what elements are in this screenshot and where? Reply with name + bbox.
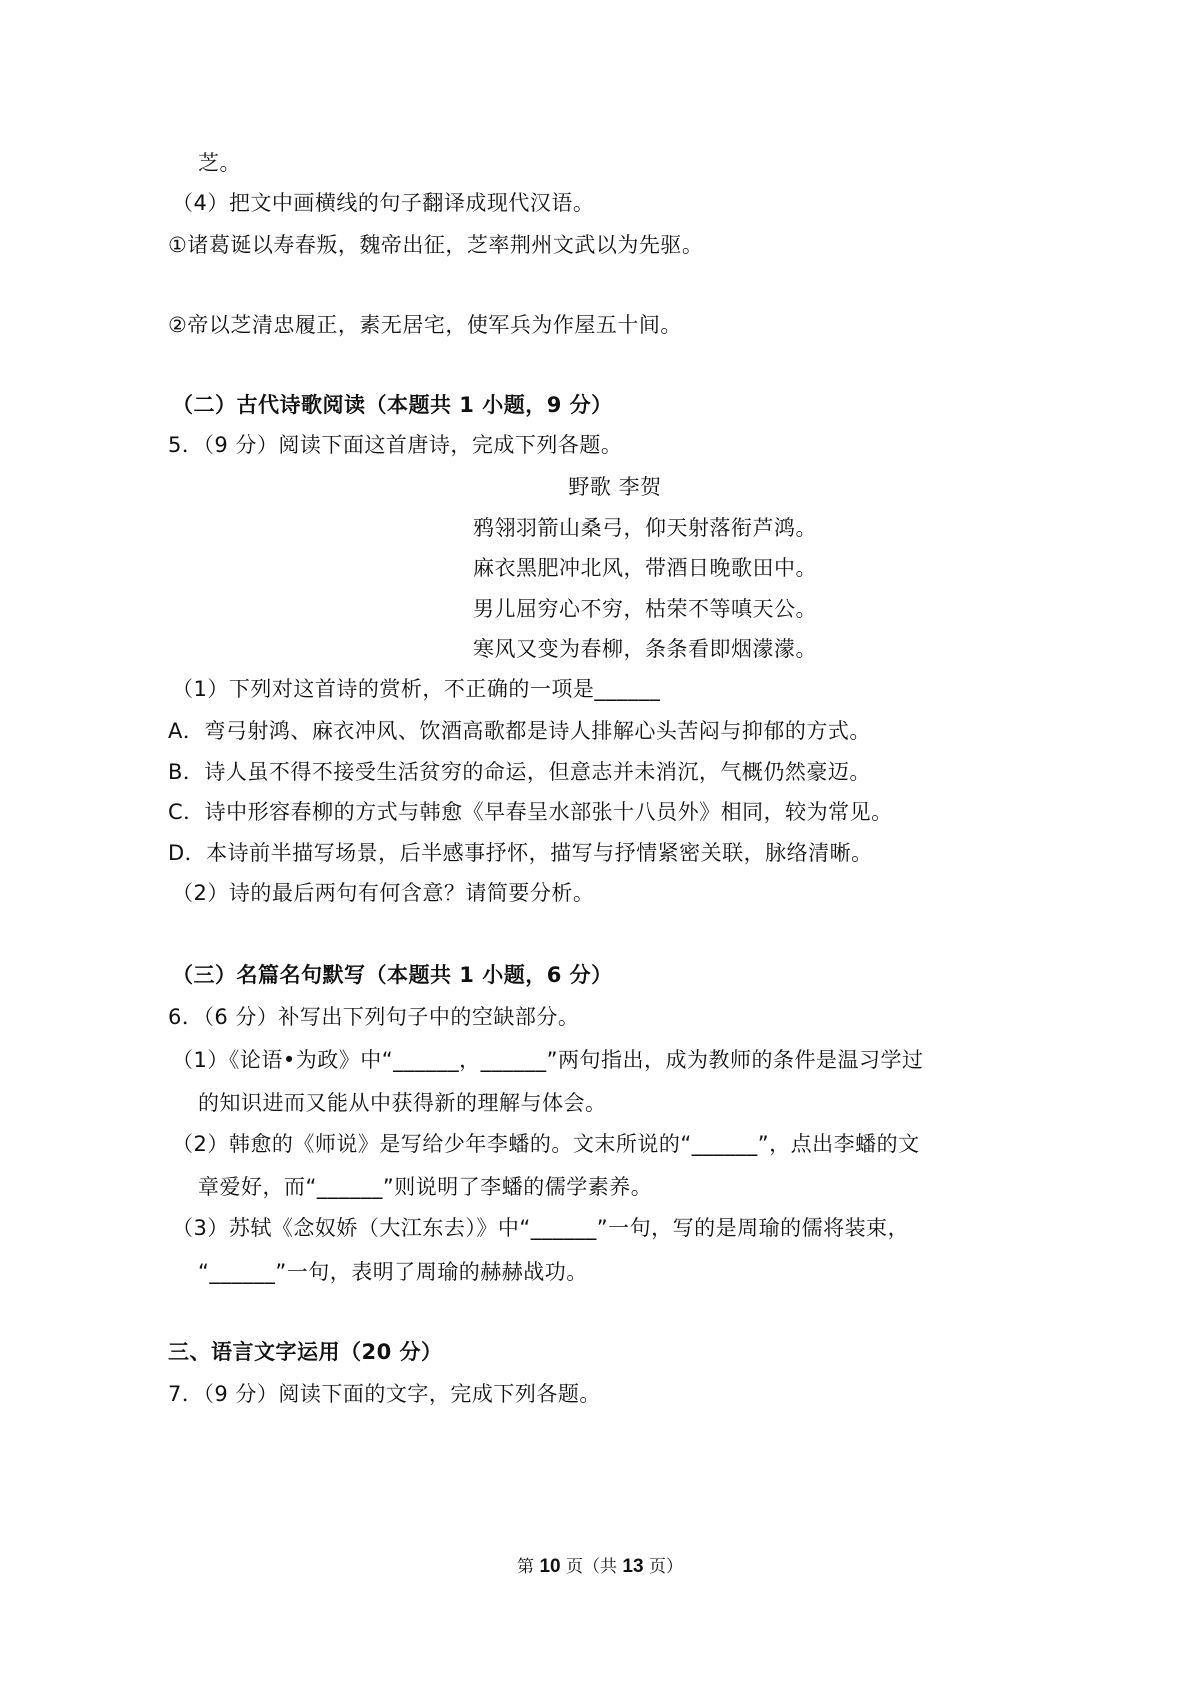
question-4-item-1: ①诸葛诞以寿春叛，魏帝出征，芝率荆州文武以为先驱。 (168, 233, 704, 257)
poem-line: 男儿屈穷心不穷，枯荣不等嗔天公。 (473, 597, 817, 621)
poem-line: 寒风又变为春柳，条条看即烟濛濛。 (473, 637, 817, 661)
question-7-stem: 7．（9 分）阅读下面的文字，完成下列各题。 (168, 1382, 601, 1406)
question-4-item-2: ②帝以芝清忠履正，素无居宅，使军兵为作屋五十间。 (168, 313, 682, 337)
question-6-3-line-1: （3）苏轼《念奴娇（大江东去）》中“______”一句，写的是周瑜的儒将装束， (172, 1216, 910, 1240)
question-5-stem: 5．（9 分）阅读下面这首唐诗，完成下列各题。 (168, 433, 623, 457)
question-6-3-line-2: “______”一句，表明了周瑜的赫赫战功。 (198, 1260, 588, 1284)
question-6-2-line-1: （2）韩愈的《师说》是写给少年李蟠的。文末所说的“______”，点出李蟠的文 (172, 1132, 920, 1156)
footer-suffix: 页） (648, 1557, 683, 1577)
poem-line: 麻衣黑肥冲北风，带酒日晚歌田中。 (473, 556, 817, 580)
question-5-1: （1）下列对这首诗的赏析，不正确的一项是______ (172, 677, 661, 701)
question-6-1-line-2: 的知识进而又能从中获得新的理解与体会。 (198, 1091, 607, 1115)
footer-middle: 页（共 (566, 1557, 617, 1577)
option-d: D．本诗前半描写场景，后半感事抒怀，描写与抒情紧密关联，脉络清晰。 (168, 841, 873, 865)
poem-title: 野歌 李贺 (568, 475, 662, 499)
footer-page-number: 10 (539, 1556, 561, 1577)
section-recitation-heading: （三）名篇名句默写（本题共 1 小题，6 分） (172, 963, 613, 987)
option-c: C．诗中形容春柳的方式与韩愈《早春呈水部张十八员外》相同，较为常见。 (168, 800, 893, 824)
question-6-2-line-2: 章爱好，而“______”则说明了李蟠的儒学素养。 (198, 1175, 653, 1199)
section-poetry-heading: （二）古代诗歌阅读（本题共 1 小题，9 分） (172, 393, 613, 417)
footer-prefix: 第 (517, 1557, 535, 1577)
question-4-label: （4）把文中画横线的句子翻译成现代汉语。 (172, 191, 595, 215)
carry-over-line: 芝。 (198, 151, 241, 175)
question-6-1-line-1: （1）《论语•为政》中“______，______”两句指出，成为教师的条件是温习学过 (172, 1048, 924, 1072)
section-language-heading: 三、语言文字运用（20 分） (168, 1340, 443, 1364)
question-5-2: （2）诗的最后两句有何含意？请简要分析。 (172, 881, 595, 905)
poem-line: 鸦翎羽箭山桑弓，仰天射落衔芦鸿。 (473, 516, 817, 540)
option-a: A．弯弓射鸿、麻衣冲风、饮酒高歌都是诗人排解心头苦闷与抑郁的方式。 (168, 719, 871, 743)
footer-total-pages: 13 (622, 1556, 644, 1577)
option-b: B．诗人虽不得不接受生活贫穷的命运，但意志并未消沉，气概仍然豪迈。 (168, 760, 871, 784)
question-6-stem: 6．（6 分）补写出下列句子中的空缺部分。 (168, 1005, 580, 1029)
page-footer (0, 1555, 1200, 1579)
